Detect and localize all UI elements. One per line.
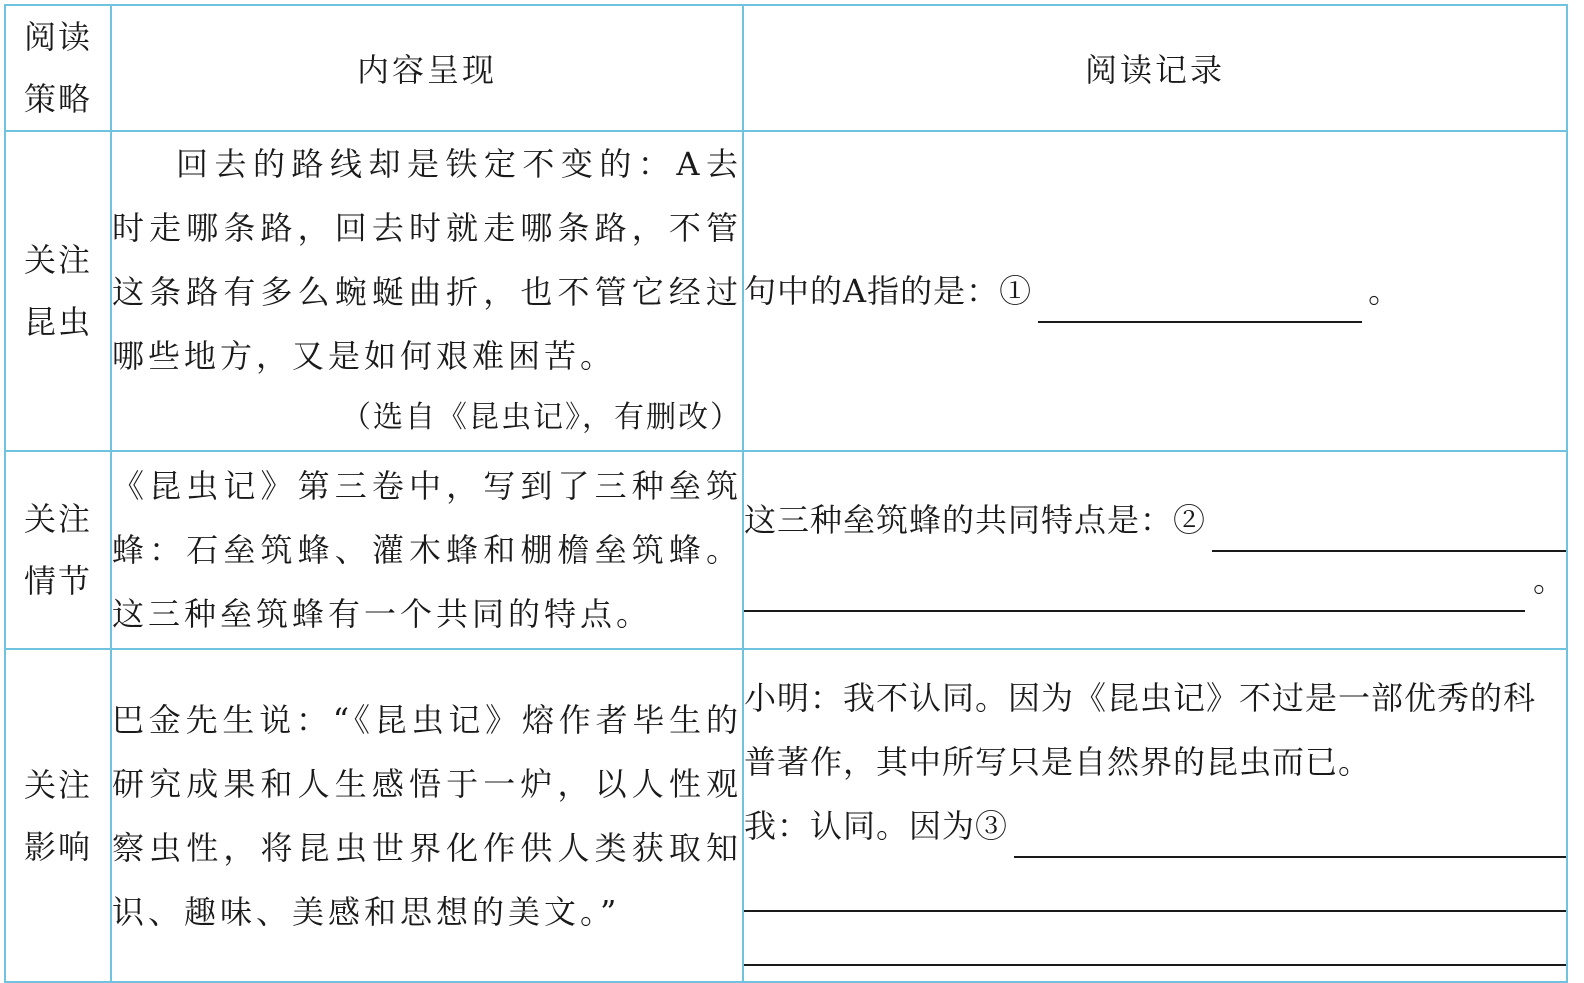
answer-blank-2b[interactable] (744, 570, 1525, 612)
answer-blank-2a[interactable] (1212, 510, 1566, 552)
reading-record-table (4, 4, 1568, 983)
strategy-line2: 影响 (23, 827, 92, 866)
header-strategy-line1: 阅读 (23, 18, 92, 56)
content-source: （选自《昆虫记》，有删改） (341, 400, 742, 435)
content-passage: 《昆虫记》第三卷中，写到了三种垒筑蜂：石垒筑蜂、灌木蜂和棚檐垒筑蜂。这三种垒筑蜂有一个共同的特点。 (112, 467, 742, 633)
header-strategy (5, 5, 111, 131)
strategy-cell (5, 131, 111, 451)
record-cell (743, 131, 1567, 451)
answer-blank-3c[interactable] (744, 912, 1566, 966)
record-xiaoming: 小明：我不认同。因为《昆虫记》不过是一部优秀的科普著作，其中所写只是自然界的昆虫而已。 (744, 678, 1537, 781)
header-record: 阅读记录 (743, 5, 1567, 131)
table-row (5, 451, 1567, 649)
answer-blank-1[interactable] (1038, 281, 1362, 323)
header-strategy-line2: 策略 (23, 80, 92, 118)
record-me: 我：认同。因为③ (744, 806, 1009, 845)
strategy-line2: 昆虫 (23, 303, 92, 341)
table-row (5, 649, 1567, 982)
strategy-cell (5, 649, 111, 982)
table-row (5, 131, 1567, 451)
content-passage: 回去的路线却是铁定不变的：A去时走哪条路，回去时就走哪条路，不管这条路有多么蜿蜒曲折，也不管它经过哪些地方，又是如何艰难困苦。 (112, 145, 742, 375)
strategy-line2: 情节 (23, 562, 92, 600)
content-passage: 巴金先生说：“《昆虫记》熔作者毕生的研究成果和人生感悟于一炉，以人性观察虫性，将昆虫世界化作供人类获取知识、趣味、美感和思想的美文。” (112, 700, 742, 931)
record-prompt: 句中的A指的是：① (744, 272, 1033, 310)
record-period: 。 (1368, 272, 1402, 310)
record-cell (743, 649, 1567, 982)
record-period: 。 (1532, 561, 1566, 599)
header-content: 内容呈现 (111, 5, 743, 131)
strategy-line1: 关注 (23, 241, 92, 279)
record-cell (743, 451, 1567, 649)
answer-blank-3b[interactable] (744, 858, 1566, 912)
content-cell (111, 649, 743, 982)
strategy-line1: 关注 (23, 500, 92, 538)
strategy-line1: 关注 (23, 765, 92, 804)
strategy-cell (5, 451, 111, 649)
answer-blank-3a[interactable] (1014, 816, 1566, 858)
record-prompt: 这三种垒筑蜂的共同特点是：② (744, 501, 1207, 539)
content-cell (111, 451, 743, 649)
content-cell (111, 131, 743, 451)
table-header-row (5, 5, 1567, 131)
